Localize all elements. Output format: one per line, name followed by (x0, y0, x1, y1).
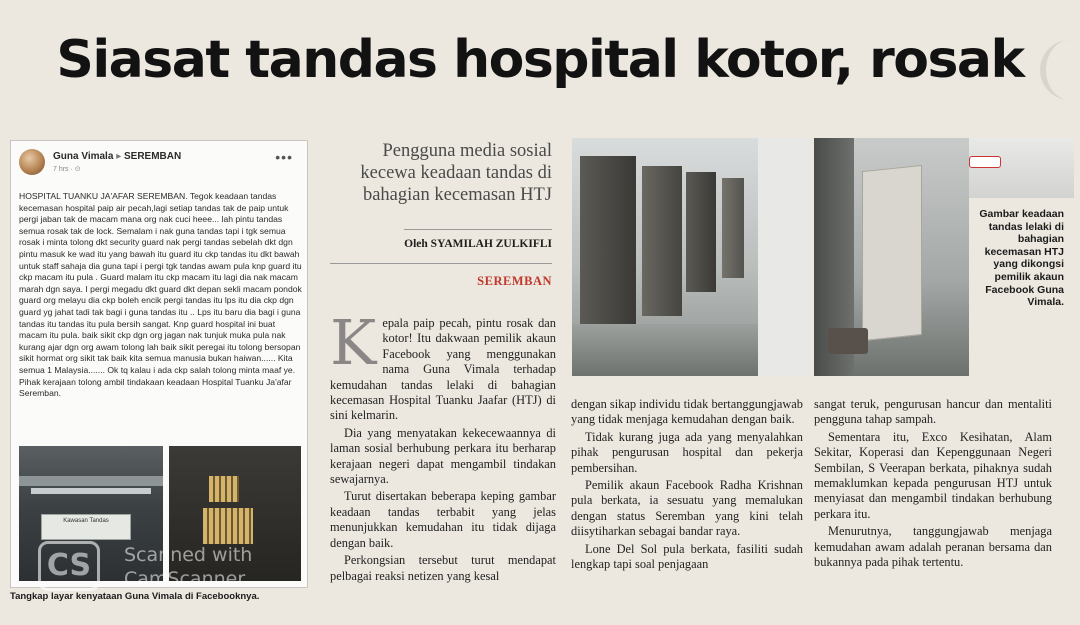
broken-door-photo (814, 138, 969, 376)
facebook-group: SEREMBAN (124, 151, 182, 162)
divider (404, 229, 552, 230)
facebook-post-screenshot (10, 140, 308, 588)
facebook-post-header (19, 149, 299, 179)
publication-logo-icon (969, 156, 1001, 168)
paragraph: Pemilik akaun Facebook Radha Krishnan pula berkata, ia sesuatu yang memalukan dengan status Seremban yang kini telah diisytiharkan sebagai bandar raya. (571, 478, 803, 539)
photo-signboard: Kawasan Tandas (41, 514, 131, 540)
paragraph: sangat teruk, pengurusan hancur dan mentaliti pengguna tahap sampah. (814, 397, 1052, 427)
share-arrow-icon: ▸ (116, 151, 122, 162)
facebook-post-body: HOSPITAL TUANKU JA'AFAR SEREMBAN. Tegok keadaan tandas kecemasan hospital paip air pecah,lagi setiap tandas tak de paip untuk pergi jaban tak de macam mana org nak cuci heee... lah pintu tandas semua rosak tak de lock. Semalam i nak guna tandas tapi i tgk semua rosak i minta tolong dkt security guard nak pergi tandas sebelah dkt dgn pintu masuk ke wad itu yang bawah itu guard itu ckp tandas itu dkt bawah untuk staff sahaja dia guna tapi i pergi tgk tandas awam pula knp guard itu ckp macam itu pula . Guard malam itu ckp macam itu lagi dia nak macam marah dgn saya. I pergi megadu dkt guard dkt depan sekli macam pondok guard org melayu dia ckp boleh encik pergi tandas itu lps itu dia ckp dgn guard yg jahat tadi tak bagi i guna tandas itu .. Lps itu baru dia bagi i guna tandas itu tandas itu pula bersih sangat. Knp guard hospital ini buat macam itu pula. baik sikit ckp dgn org jagan nak tunjuk muka pula nak kurang ajar dgn org awam tolong lah baik sikit peregai itu tolong bersopan sikit hormat org sikit tak baik kita semua manusia bukan haiwan...... Kita semua 1 Malaysia....... Ok tq kalau i ada ckp salah tolong minta maaf ye. Pihak kerajaan tolong ambil tindakaan keadaan Hospital Tuanku Ja'afar Seremban. (19, 191, 302, 399)
paragraph: Sementara itu, Exco Kesihatan, Alam Sekitar, Koperasi dan Kepenggunaan Negeri Sembilan, S Veerapan berkata, pihaknya sudah memaklumkan kepada pengurusan HTJ untuk menyiasat dan mengambil tindakan berhubung perkara itu. (814, 429, 1052, 521)
article-column-3 (814, 397, 1052, 572)
facebook-post-time: 7 hrs · ⊙ (53, 166, 81, 173)
paragraph: Turut disertakan beberapa keping gambar keadaan tandas terbabit yang jelas menunjukkan kemudahan itu tidak dijaga dengan baik. (330, 489, 556, 550)
divider (330, 263, 552, 264)
camscanner-logo: CS (38, 541, 100, 591)
paragraph: dengan sikap individu tidak bertanggungjawab yang tidak menjaga kemudahan dengan baik. (571, 397, 803, 427)
headline: Siasat tandas hospital kotor, rosak (56, 30, 1024, 90)
facebook-author-line (53, 151, 181, 162)
toilet-stalls-photo (572, 138, 810, 376)
paragraph: Lone Del Sol pula berkata, fasiliti sudah lengkap tapi soal penjagaan (571, 541, 803, 572)
drop-cap: K (330, 306, 377, 379)
paragraph: Perkongsian tersebut turut mendapat pelbagai reaksi netizen yang kesal (330, 553, 556, 583)
facebook-author: Guna Vimala (53, 151, 114, 162)
photo-wall-strip (969, 138, 1074, 198)
dateline: SEREMBAN (477, 274, 552, 288)
camscanner-text: Scanned with CamScanner (124, 544, 253, 590)
paragraph: Dia yang menyatakan kekecewaannya di laman sosial berhubung perkara itu berharap kerajaan negeri dapat mengambil tindakan sewajarnya. (330, 425, 556, 487)
avatar (19, 149, 45, 175)
more-options-icon: ••• (275, 149, 293, 165)
article-deck: Pengguna media sosial kecewa keadaan tandas di bahagian kecemasan HTJ (360, 141, 552, 205)
lead-paragraph: Kepala paip pecah, pintu rosak dan kotor! Itu dakwaan pemilik akaun Facebook yang menggunakan nama Guna Vimala terhadap kemudahan tandas lelaki di bahagian kecemasan Hospital Tuanku Jaafar (HTJ) di sini kelmarin. (330, 306, 556, 423)
article-column-2 (571, 397, 803, 574)
paragraph: Menurutnya, tanggungjawab menjaga kemudahan awam adalah peranan bersama dan bukannya pada pihak tertentu. (814, 524, 1052, 570)
paragraph: Tidak kurang juga ada yang menyalahkan pihak pengurusan hospital dan pekerja pembersihan. (571, 429, 803, 475)
photo-caption: Gambar keadaan tandas lelaki di bahagian kecemasan HTJ yang dikongsi pemilik akaun Facebook Guna Vimala. (979, 208, 1064, 309)
article-column-1 (330, 306, 556, 586)
facebook-screenshot-caption: Tangkap layar kenyataan Guna Vimala di Facebooknya. (10, 591, 260, 602)
camscanner-watermark (38, 541, 308, 593)
byline: Oleh SYAMILAH ZULKIFLI (404, 238, 552, 250)
